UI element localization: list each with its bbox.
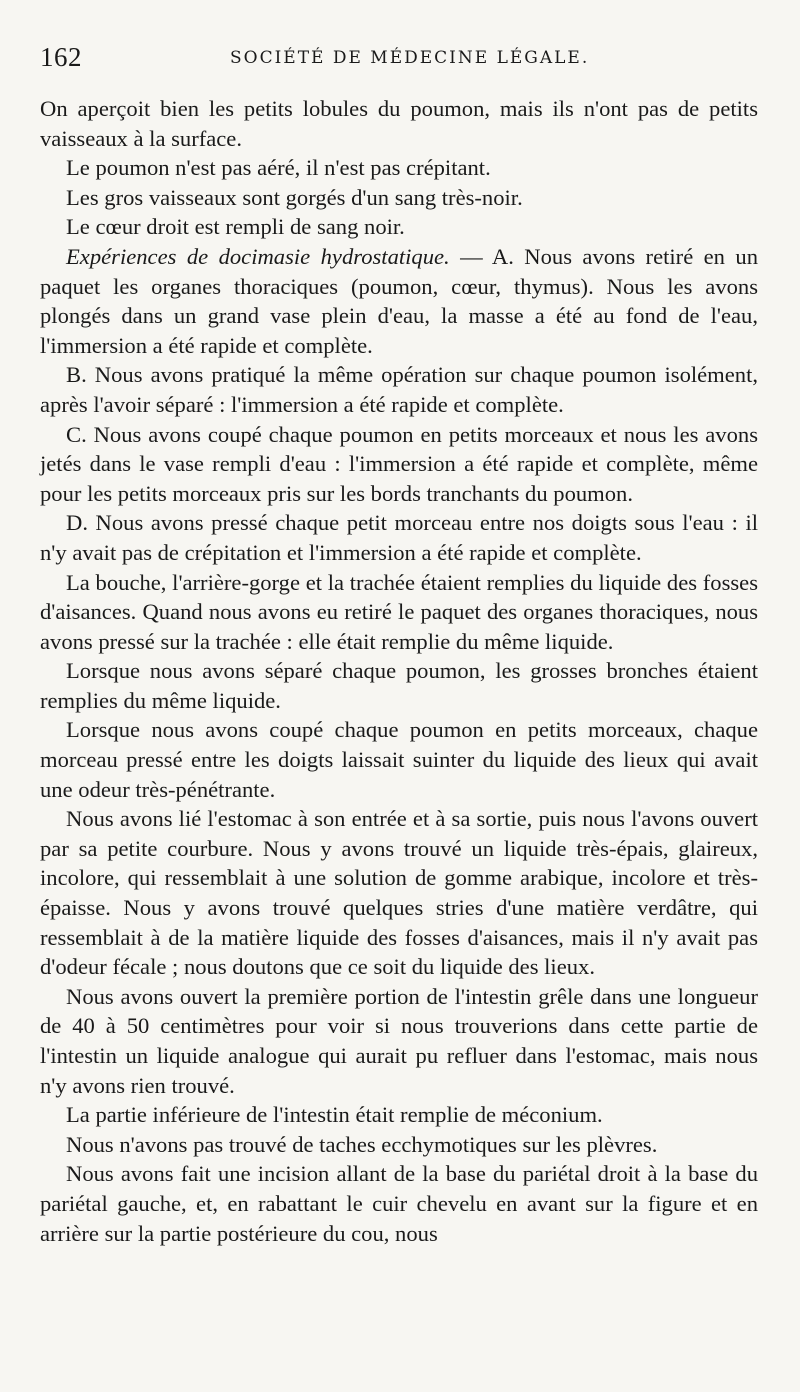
paragraph: On aperçoit bien les petits lobules du poumon, mais ils n'ont pas de petits vaisseaux à la surface. — [40, 96, 758, 151]
paragraph: Nous n'avons pas trouvé de taches ecchymotiques sur les plèvres. — [66, 1131, 658, 1157]
paragraph: La bouche, l'arrière-gorge et la trachée étaient remplies du liquide des fosses d'aisances. Quand nous avons eu retiré le paquet des organes thoraciques, nous avons pressé sur la trachée : elle était remplie du même liquide. — [40, 569, 758, 654]
paragraph: D. Nous avons pressé chaque petit morceau entre nos doigts sous l'eau : il n'y avait pas de crépitation et l'immersion a été rapide et complète. — [40, 510, 758, 565]
page-header — [40, 40, 758, 90]
section-heading: Expériences de docimasie hydrostatique. — [66, 243, 450, 269]
page-number: 162 — [40, 42, 82, 72]
paragraph: Expériences de docimasie hydrostatique. — A. Nous avons retiré en un paquet les organes thoraciques (poumon, cœur, thymus). Nous les avons plongés dans un grand vase plein d'eau, la masse a été au fond de l'eau, l'immersion a été rapide et complète. — [40, 243, 758, 358]
paragraph: C. Nous avons coupé chaque poumon en petits morceaux et nous les avons jetés dans le vase rempli d'eau : l'immersion a été rapide et complète, même pour les petits morceaux pris sur les bords tranchants du poumon. — [40, 421, 758, 506]
paragraph: Les gros vaisseaux sont gorgés d'un sang très-noir. — [66, 184, 523, 210]
paragraph: Nous avons ouvert la première portion de l'intestin grêle dans une longueur de 40 à 50 centimètres pour voir si nous trouverions dans cette partie de l'intestin un liquide analogue qui aurait pu refluer dans l'estomac, mais nous n'y avons rien trouvé. — [40, 983, 758, 1098]
paragraph: Nous avons lié l'estomac à son entrée et à sa sortie, puis nous l'avons ouvert par sa petite courbure. Nous y avons trouvé un liquide très-épais, glaireux, incolore, qui ressemblait à une solution de gomme arabique, incolore et très-épaisse. Nous y avons trouvé quelques stries d'une matière verdâtre, qui ressemblait à de la matière liquide des fosses d'aisances, mais il n'y avait pas d'odeur fécale ; nous doutons que ce soit du liquide des lieux. — [40, 806, 758, 980]
body-text — [40, 94, 758, 1248]
paragraph: Lorsque nous avons séparé chaque poumon, les grosses bronches étaient remplies du même liquide. — [40, 658, 758, 713]
paragraph: Le poumon n'est pas aéré, il n'est pas crépitant. — [66, 155, 491, 181]
paragraph: Nous avons fait une incision allant de la base du pariétal droit à la base du pariétal gauche, et, en rabattant le cuir chevelu en avant sur la figure et en arrière sur la partie postérieure du cou, nous — [40, 1161, 758, 1246]
paragraph: B. Nous avons pratiqué la même opération sur chaque poumon isolément, après l'avoir séparé : l'immersion a été rapide et complète. — [40, 362, 758, 417]
running-title: SOCIÉTÉ DE MÉDECINE LÉGALE. — [230, 48, 590, 68]
paragraph: Lorsque nous avons coupé chaque poumon en petits morceaux, chaque morceau pressé entre les doigts laissait suinter du liquide des lieux qui avait une odeur très-pénétrante. — [40, 717, 758, 802]
paragraph: La partie inférieure de l'intestin était remplie de méconium. — [66, 1102, 603, 1128]
paragraph: Le cœur droit est rempli de sang noir. — [66, 214, 405, 240]
